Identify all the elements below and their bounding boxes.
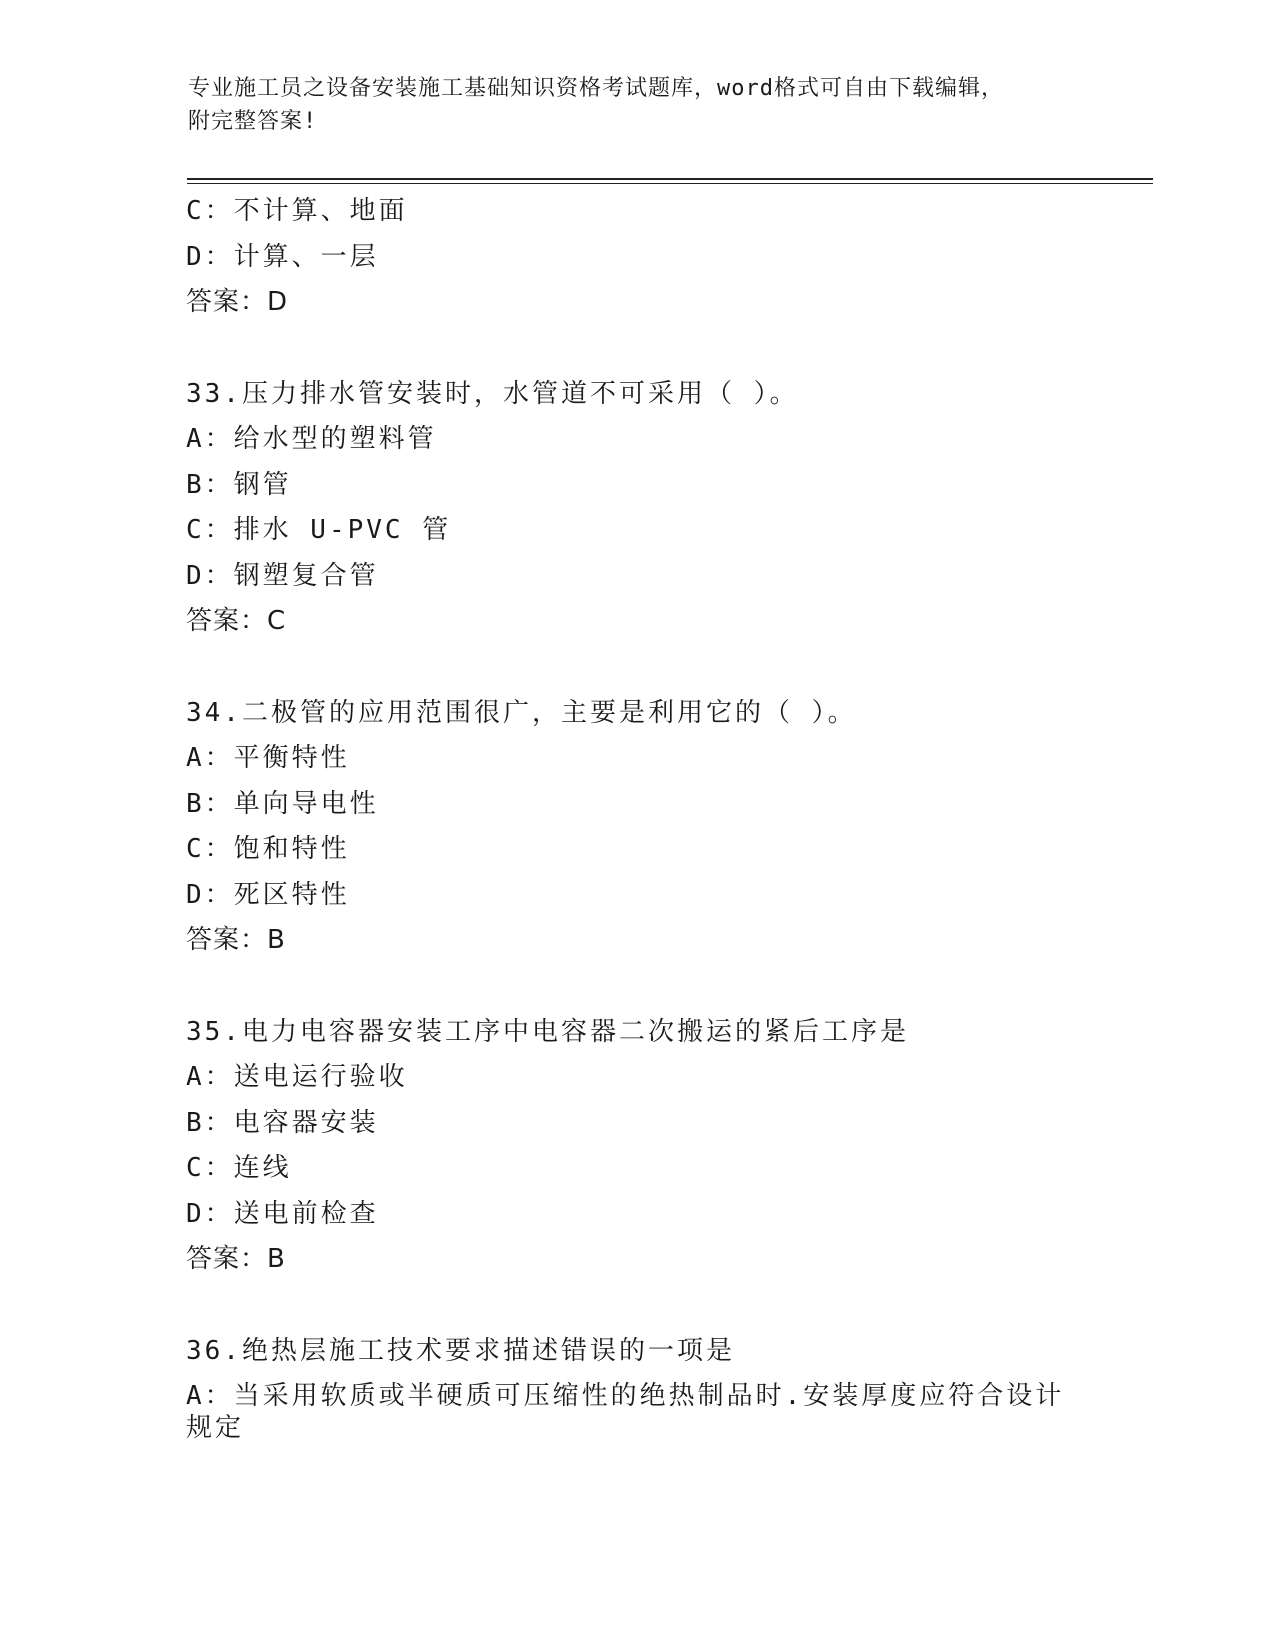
option-d: D：死区特性 — [186, 879, 350, 910]
option-d: D：计算、一层 — [186, 241, 379, 272]
option-c: C：连线 — [186, 1153, 292, 1183]
question-stem: 35.电力电容器安装工序中电容器二次搬运的紧后工序是 — [186, 1016, 909, 1047]
answer-label: 答案：D — [186, 287, 289, 317]
option-d: D：钢塑复合管 — [186, 560, 379, 591]
question-stem: 34.二极管的应用范围很广，主要是利用它的（ ）。 — [186, 697, 857, 728]
question-list — [186, 189, 1066, 1451]
question-stem: 33.压力排水管安装时，水管道不可采用（ ）。 — [186, 378, 799, 409]
document-header — [188, 72, 1068, 138]
option-b: B：钢管 — [186, 469, 292, 500]
header-line-2: 附完整答案! — [188, 109, 318, 134]
option-b: B：电容器安装 — [186, 1107, 379, 1138]
answer-label: 答案：B — [186, 925, 286, 955]
question-stem: 36.绝热层施工技术要求描述错误的一项是 — [186, 1335, 735, 1366]
option-a-continued: 规定 — [186, 1412, 245, 1443]
question-32-continuation — [186, 189, 1066, 326]
question-36 — [186, 1329, 1066, 1452]
option-c: C：不计算、地面 — [186, 196, 408, 226]
answer-label: 答案：B — [186, 1244, 286, 1274]
option-c: C：饱和特性 — [186, 834, 350, 864]
option-a: A：平衡特性 — [186, 743, 350, 773]
option-b: B：单向导电性 — [186, 788, 379, 819]
question-33 — [186, 372, 1066, 645]
option-d: D：送电前检查 — [186, 1198, 379, 1229]
header-divider-thin — [187, 183, 1153, 184]
question-35 — [186, 1010, 1066, 1283]
option-a: A：送电运行验收 — [186, 1062, 408, 1092]
option-c: C：排水 U-PVC 管 — [186, 515, 452, 545]
answer-label: 答案：C — [186, 606, 287, 636]
header-divider-thick — [187, 178, 1153, 180]
header-line-1: 专业施工员之设备安装施工基础知识资格考试题库，word格式可自由下载编辑， — [188, 76, 1004, 101]
question-34 — [186, 691, 1066, 964]
option-a: A：给水型的塑料管 — [186, 424, 437, 454]
option-a: A：当采用软质或半硬质可压缩性的绝热制品时.安装厚度应符合设计 — [186, 1381, 1065, 1411]
